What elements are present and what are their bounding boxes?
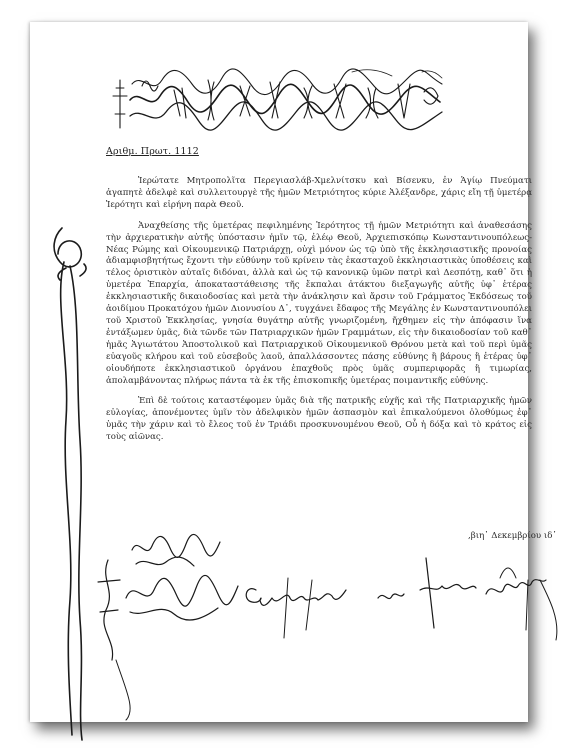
document-page — [30, 22, 557, 722]
patriarchal-monogram — [112, 66, 450, 136]
letter-date: ,βιη᾽ Δεκεμβρίου ιδ᾽ — [468, 531, 557, 541]
handwritten-signature — [96, 520, 566, 720]
protocol-number: Αριθμ. Πρωτ. 1112 — [106, 146, 199, 157]
letter-closing-paragraph: Ἐπὶ δὲ τούτοις καταστέφομεν ὑμᾶς διὰ τῆς πατρικῆς εὐχῆς καὶ τῆς Πατριαρχικῆς ἡμῶν εὐλογίας, ἀπονέμοντες ὑμῖν τὸν ἀδελφικὸν ἡμῶν ἀσπασμὸν καὶ ἐπικαλούμενοι ὁλοθύμως ἐφ᾽ ὑμᾶς τὴν χάριν καὶ τὸ ἔλεος τοῦ ἐν Τριάδι προσκυνουμένου Θεοῦ, Οὗ ἡ δόξα καὶ τὸ κράτος εἰς τοὺς αἰῶνας. — [106, 396, 532, 443]
letter-main-paragraph: Ἀναχθείσης τῆς ὑμετέρας πεφιλημένης Ἱερότητος τῇ ἡμῶν Μετριότητι καὶ ἀναθεσάσης τὴν ἀρχιερατικὴν αὐτῆς ὑπόστασιν ἡμῖν τῷ, ἐλέῳ Θεοῦ, Ἀρχιεπισκόπῳ Κωνσταντινουπόλεως-Νέας Ρώμης καὶ Οἰκουμενικῷ Πατριάρχῃ, οὐχὶ μόνον ὡς τῷ ὑπὸ τῆς ἐκκλησιαστικῆς προνοίας ἀδιαμφισβητήτως ἔχοντι τὴν εὐθύνην τοῦ κρίνειν τὰς ἑκασταχοῦ ἐκκλησιαστικὰς ὑποθέσεις καὶ τέλος ὁριστικὸν αὐταῖς διδόναι, ἀλλὰ καὶ ὡς τῷ κανονικῷ ὑμῶν πατρὶ καὶ Δεσπότῃ, καθ᾽ ὅτι ἡ ὑμετέρα Ἐπαρχία, ἀποκαταστάθεισης τῆς ἔκπαλαι ἀτάκτου διεξαγωγῆς αὐτῆς ὑφ᾽ ἑτέρας ἐκκλησιαστικῆς δικαιοδοσίας καὶ μετὰ τὴν ἀνάκλησιν καὶ ἄρσιν τοῦ Γράμματος Ἐκδόσεως τοῦ ἀοιδίμου Προκατόχου ἡμῶν Διονυσίου Δ᾽, τυγχάνει ἔδαφος τῆς Μεγάλης ἐν Κωνσταντινουπόλει τοῦ Χριστοῦ Ἐκκλησίας, γνησία θυγάτηρ αὐτῆς γνωριζομένη, ἤχθημεν εἰς τὴν ἀπόφασιν ἵνα ἐντάξωμεν ὑμᾶς, διὰ τῶνδε τῶν Πατριαρχικῶν ἡμῶν Γραμμάτων, εἰς τὴν δικαιοδοσίαν τοῦ καθ᾽ ἡμᾶς Ἁγιωτάτου Ἀποστολικοῦ καὶ Πατριαρχικοῦ Οἰκουμενικοῦ Θρόνου μετὰ καὶ τοῦ περὶ ὑμᾶς εὐαγοῦς κλήρου καὶ τοῦ εὐσεβοῦς λαοῦ, ἀπαλλάσσοντες πάσης εὐθύνης ἢ βάρους ἢ ἑτέρας ὑφ᾽ οἱουδήποτε ἐκκλησιαστικοῦ ὀργάνου ἐπαχθοῦς πρὸς ὑμᾶς συμπεριφορᾶς ἢ τιμωρίας, ἀπολαμβάνοντας πλήρως πάντα τὰ ἐκ τῆς ἐπισκοπικῆς ὑμετέρας ποιμαντικῆς εὐθύνης. — [106, 220, 532, 386]
letter-salutation: Ἱερώτατε Μητροπολῖτα Περεγιασλάβ-Χμελνίτσκυ καὶ Βίσενκυ, ἐν Ἁγίῳ Πνεύματι ἀγαπητὲ ἀδελφὲ καὶ συλλειτουργὲ τῆς ἡμῶν Μετριότητος κύριε Ἀλέξανδρε, χάρις εἴη τῇ ὑμετέρᾳ Ἱερότητι καὶ εἰρήνη παρὰ Θεοῦ. — [106, 176, 532, 210]
letter-body — [106, 176, 532, 444]
